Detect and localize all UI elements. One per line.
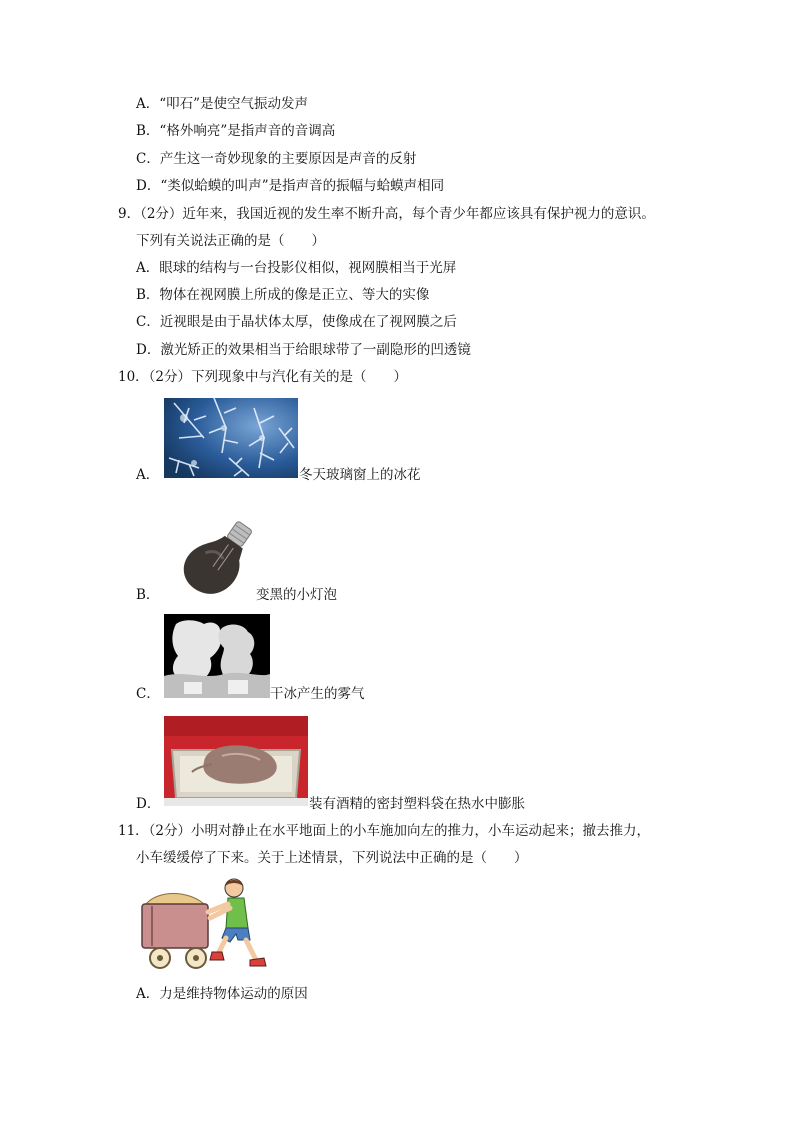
boy-pushing-cart-image	[138, 876, 278, 972]
q10-option-b-letter: B．	[136, 587, 160, 603]
q9-option-c: C．近视眼是由于晶状体太厚，使像成在了视网膜之后	[136, 314, 457, 330]
plastic-bag-in-hot-water-image	[164, 716, 308, 806]
q9-stem-line2: 下列有关说法正确的是（ ）	[136, 233, 325, 249]
q10-option-d-letter: D．	[136, 796, 161, 812]
q11-stem-line2: 小车缓缓停了下来。关于上述情景，下列说法中正确的是（ ）	[136, 850, 528, 866]
q10-option-c-caption: 干冰产生的雾气	[270, 686, 365, 702]
q10-option-b-caption: 变黑的小灯泡	[256, 587, 337, 603]
q10-option-a-letter: A．	[136, 467, 160, 483]
frost-on-window-image	[164, 398, 298, 478]
q10-option-d-caption: 装有酒精的密封塑料袋在热水中膨胀	[309, 796, 525, 812]
dry-ice-fog-image	[164, 614, 270, 698]
q11-stem-line1: 11．（2分）小明对静止在水平地面上的小车施加向左的推力，小车运动起来；撤去推力，	[118, 823, 651, 839]
blackened-bulb-image	[168, 500, 252, 600]
q9-stem-line1: 9．（2分）近年来，我国近视的发生率不断升高，每个青少年都应该具有保护视力的意识。	[118, 206, 655, 222]
q11-option-a: A．力是维持物体运动的原因	[136, 986, 308, 1002]
q8-option-b: B．“格外响亮”是指声音的音调高	[136, 123, 336, 139]
q8-option-c: C．产生这一奇妙现象的主要原因是声音的反射	[136, 151, 417, 167]
q8-option-a: A．“叩石”是使空气振动发声	[136, 96, 309, 112]
q10-option-c-letter: C．	[136, 686, 160, 702]
q10-stem: 10．（2分）下列现象中与汽化有关的是（ ）	[118, 369, 408, 385]
q10-option-a-caption: 冬天玻璃窗上的冰花	[299, 467, 421, 483]
q8-option-d: D．“类似蛤蟆的叫声”是指声音的振幅与蛤蟆声相同	[136, 178, 445, 194]
q9-option-b: B．物体在视网膜上所成的像是正立、等大的实像	[136, 287, 430, 303]
q9-option-d: D．激光矫正的效果相当于给眼球带了一副隐形的凹透镜	[136, 342, 471, 358]
q9-option-a: A．眼球的结构与一台投影仪相似，视网膜相当于光屏	[136, 260, 457, 276]
